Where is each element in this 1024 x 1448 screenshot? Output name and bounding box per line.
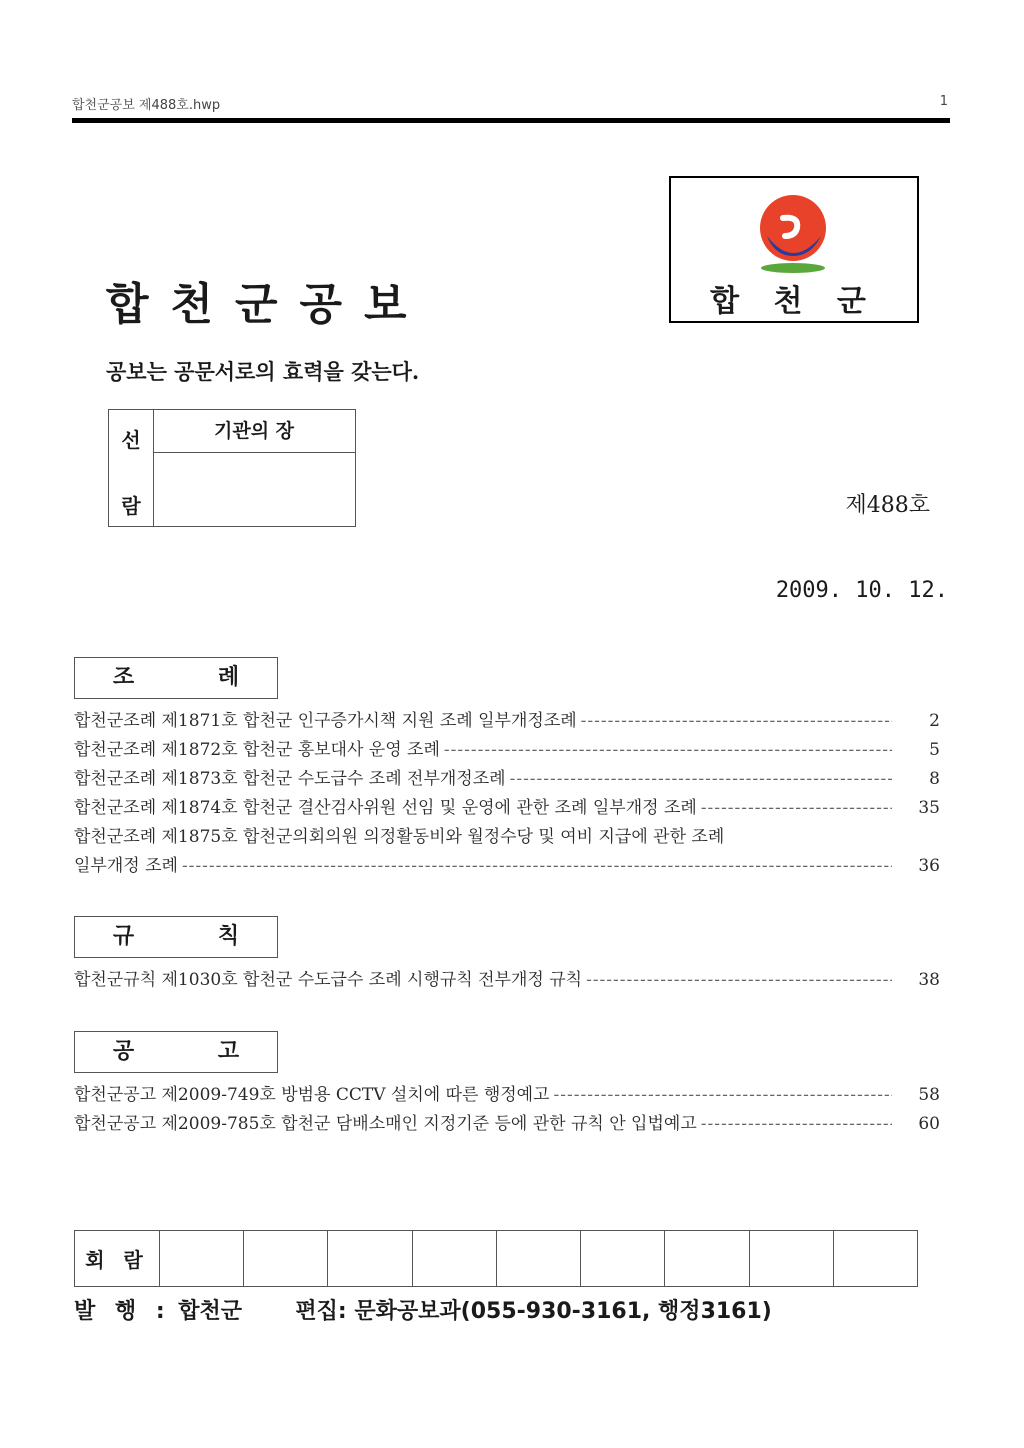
county-logo xyxy=(669,176,919,323)
circulation-cell xyxy=(160,1231,244,1286)
circulation-cell xyxy=(413,1231,497,1286)
toc-entry-title: 합천군조례 제1873호 합천군 수도급수 조례 전부개정조례 xyxy=(74,769,506,789)
toc-entry[interactable] xyxy=(74,965,940,994)
circulation-table xyxy=(74,1230,918,1287)
toc-entry-page: 8 xyxy=(929,769,940,789)
circulation-label: 회 람 xyxy=(75,1231,160,1286)
toc-entry-page: 38 xyxy=(918,970,940,990)
bulletin-subtitle: 공보는 공문서로의 효력을 갖는다. xyxy=(106,359,420,384)
toc-leader xyxy=(444,740,892,760)
publisher-footer xyxy=(74,1294,772,1325)
toc-leader xyxy=(554,1085,892,1105)
toc-entry[interactable] xyxy=(74,735,940,764)
issue-number: 제488호 xyxy=(845,493,930,518)
circulation-cell xyxy=(665,1231,749,1286)
toc-leader xyxy=(586,970,892,990)
approval-label-top: 선 xyxy=(121,428,141,452)
toc-entry[interactable] xyxy=(74,1109,940,1138)
circulation-cell xyxy=(244,1231,328,1286)
toc-entry-page: 5 xyxy=(929,740,940,760)
header-filename: 합천군공보 제488호.hwp xyxy=(72,98,221,113)
circulation-cell xyxy=(581,1231,665,1286)
toc-notices xyxy=(74,1080,940,1138)
approval-label-bottom: 람 xyxy=(121,494,141,518)
toc-entry-title: 합천군공고 제2009-749호 방범용 CCTV 설치에 따른 행정예고 xyxy=(74,1085,550,1105)
toc-leader xyxy=(510,769,892,789)
header-page-number: 1 xyxy=(939,94,948,109)
toc-entry-title: 합천군조례 제1875호 합천군의회의원 의정활동비와 월정수당 및 여비 지급에 관한 조례 xyxy=(74,827,725,847)
toc-rules xyxy=(74,965,940,994)
header-rule xyxy=(72,118,950,123)
toc-entry[interactable] xyxy=(74,822,940,851)
logo-text: 합 천 군 xyxy=(710,284,878,319)
toc-entry-continuation[interactable] xyxy=(74,851,940,880)
section-heading-ordinances xyxy=(74,657,278,699)
issue-date: 2009. 10. 12. xyxy=(775,578,948,603)
toc-leader xyxy=(701,798,892,818)
toc-entry[interactable] xyxy=(74,706,940,735)
toc-entry[interactable] xyxy=(74,764,940,793)
circulation-cell xyxy=(328,1231,412,1286)
toc-entry-page: 2 xyxy=(929,711,940,731)
toc-entry-title-continued: 일부개정 조례 xyxy=(74,856,178,876)
toc-ordinances xyxy=(74,706,940,880)
toc-entry-title: 합천군조례 제1874호 합천군 결산검사위원 선임 및 운영에 관한 조례 일부개정 조례 xyxy=(74,798,697,818)
approval-header: 기관의 장 xyxy=(153,410,355,453)
toc-entry-title: 합천군규칙 제1030호 합천군 수도급수 조례 시행규칙 전부개정 규칙 xyxy=(74,970,583,990)
county-emblem-icon xyxy=(671,178,921,278)
toc-entry-title: 합천군조례 제1871호 합천군 인구증가시책 지원 조례 일부개정조례 xyxy=(74,711,577,731)
toc-entry-page: 35 xyxy=(918,798,940,818)
toc-leader xyxy=(182,856,892,876)
toc-entry[interactable] xyxy=(74,1080,940,1109)
editor-label: 편집: xyxy=(295,1299,347,1324)
publisher-label: 발 행 : xyxy=(74,1299,171,1324)
toc-entry-page: 36 xyxy=(918,856,940,876)
section-heading-rules xyxy=(74,916,278,958)
circulation-cell xyxy=(497,1231,581,1286)
approval-box xyxy=(108,409,356,527)
toc-leader xyxy=(701,1114,892,1134)
circulation-cell xyxy=(750,1231,834,1286)
section-heading-label: 조 례 xyxy=(112,665,278,690)
toc-entry-page: 58 xyxy=(918,1085,940,1105)
section-heading-label: 공 고 xyxy=(112,1039,278,1064)
section-heading-label: 규 칙 xyxy=(112,924,278,949)
section-heading-notices xyxy=(74,1031,278,1073)
toc-entry-title: 합천군조례 제1872호 합천군 홍보대사 운영 조례 xyxy=(74,740,440,760)
editor-name: 문화공보과(055-930-3161, 행정3161) xyxy=(354,1299,772,1324)
toc-entry[interactable] xyxy=(74,793,940,822)
toc-entry-page: 60 xyxy=(918,1114,940,1134)
toc-entry-title: 합천군공고 제2009-785호 합천군 담배소매인 지정기준 등에 관한 규칙 안 입법예고 xyxy=(74,1114,697,1134)
publisher-name: 합천군 xyxy=(178,1299,243,1324)
bulletin-title: 합천군공보 xyxy=(106,279,429,330)
toc-leader xyxy=(581,711,892,731)
circulation-cell xyxy=(834,1231,917,1286)
